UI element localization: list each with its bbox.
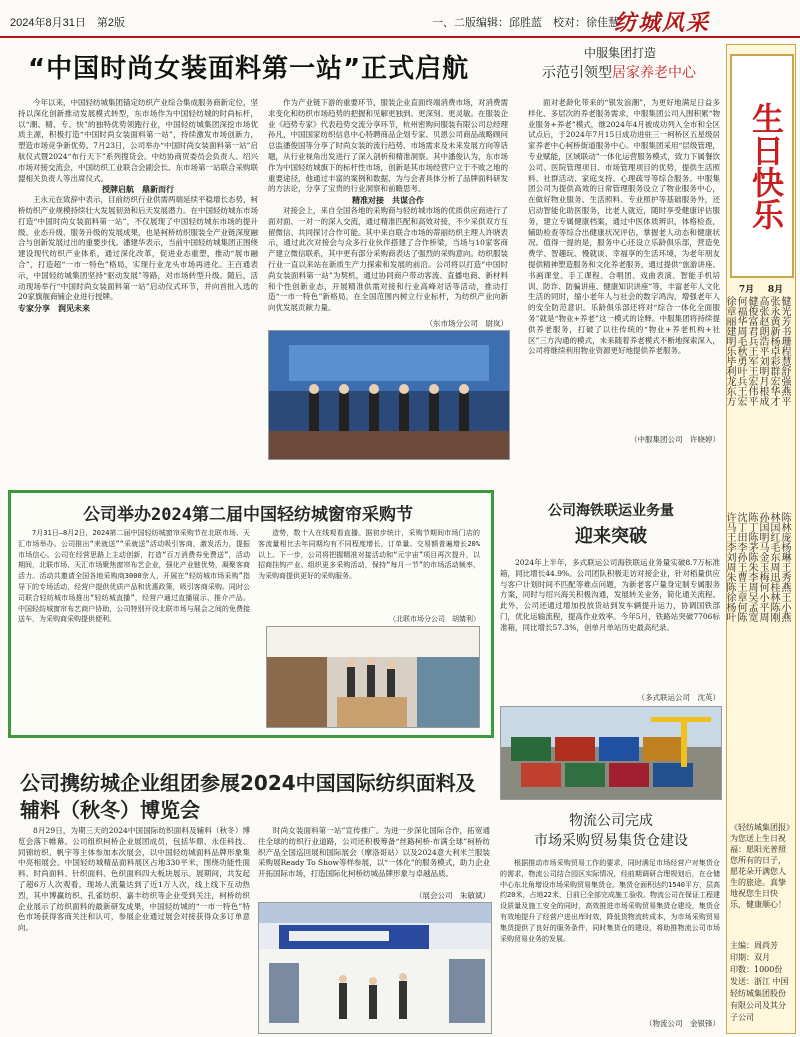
name-column: 沈丁田李孙王曹王章何陈	[735, 512, 746, 622]
article1-col2b-text: 对接会上，来自全国各地的采购商与轻纺城市场的优质供应商进行了面对面、一对一的深入交流，通过精准匹配和高效对接，不少采供双方互留微信、共同探讨合作可能。其中来自联合市场的蒂丽纺织主理人许晓表示，通过此次对接会与众多行业伙伴搭建了合作桥梁，当场与10家客商产建立微信联系，其中更有部分采购商表达了强烈的采购意向。纺织服装行业一直以来站在新质生产力探索和发展的前沿。公司将以打造“中国时尚女装面料第一站”为契机，通过协同商户带动客流、直播电商、新材料和个性创新业态，开展精准供需对接和行业高峰对话等活动，推动打造“一市一特色”新格局，在全国范围内树立行业标杆，为纺织产业向新向优发展贡献力量。	[268, 205, 508, 313]
publication-info: 主编：周尚芳 印期：双月 印数：1000份 发送：浙江 中国轻纺城集团股份有限公司及其分子公司	[730, 941, 789, 1022]
article1-byline: （东市场分公司 尉岚）	[425, 319, 508, 328]
article4-photo	[500, 706, 722, 800]
birthday-names-upper	[724, 296, 790, 506]
editor-credits: 一、二版编辑：邱胜蓝 校对：徐佳慧	[432, 17, 619, 29]
month-july: 7月	[738, 285, 755, 295]
article1-col2	[268, 98, 508, 316]
article2-body: 面对老龄化带来的“银发浪潮”，为更好地满足日益多样化、多层次的养老服务需求，中服集团公司入围积累“物业服务+养老”模式，继2024年4月被成功列入全市和全区试点后，于2024年7月15日成功进驻三一柯桥区五星级居家养老中心柯桥街道服务中心。中服集团采用“层级管理，专业赋能，区域联动”一体化运营服务模式，致力下属餐饮公司、医院管理项目、市场管理项目的优势，提供生活照料、社群活动、家庭支持、心理疏导等综合服务。中服集团公司为提供高效的日常管理服务设立了物业服务中心，在做好物业服务、生活照料、专业照护等基础服务外，还启动智能化助医服务，比老人就近，随时享受健康评估服务，建立专属健康档案，通过中医体质辨识，体格检查，辅助检查等综合出健康状况评估，掌握老人动态和健康状况。值得一提的是，服务中心还设立乐龄俱乐部，营造免费学、智趣玩、慢就谈、幸福享的生活环境，为老年朋友提供精神塑造服务和文化养老服务，通过提供“旅游讲座、书画课堂、手工课程、合唱团、戏曲表演、智能手机培训、防诈、防骗讲座、健康知识讲座”等，丰富老年人文化生活的同时，缩小老年人与社会的数字鸿沟，增强老年人的安全防范意识。乐龄俱乐部还将对“综合一体化全面服务”就是“物业+养老”这一模式的诠释。中服集团将持续提供养老服务，打破了以往传统的“物业+养老机构+社区”三方沟通的模式，未来随着养老模式不断地探索深入，公司将继续利用物业资源更好地提供养老服务。	[528, 98, 720, 356]
article2-title	[524, 62, 714, 82]
article3-col1: 7月31日—8月2日，2024第二届中国轻纺城窗帘采购节在北联市场、天汇市场举办。公司推出“来就送”“采就送”活动吸引客商，激发活力，提振市场信心。公司在经营思路上主动创新，打造“百万消费券免费送”，活动期间，北联市场、天汇市场聚焦窗帘布艺企业，强化产业链优势，凝聚客商活力。活动共邀请全国各地采购商3000余人，开展在“轻纺城市场采购”指导下的专场活动，经营户提供优质产品和优惠政策，吸引客商采购。同时公司联合轻纺城市场推出“轻纺城直播”，经营户通过直播展示、推介产品。中国轻纺城窗帘布艺商户协助，公司特别开设北联市场与展会之间的免费接送车，为采购商采购提供便利。	[18, 529, 250, 624]
name-column: 张永黄新杨卓彩群宏华才	[768, 296, 779, 406]
article3-photo	[266, 626, 480, 728]
article3-title: 公司举办2024第二届中国轻纺城窗帘采购节	[83, 505, 413, 525]
article6-byline: （物流公司 金银锋）	[645, 1019, 720, 1028]
article5-title: 公司携纺城企业组团参展2024中国国际纺织面料及辅料（秋冬）博览会	[20, 771, 476, 822]
article5-byline: （展会公司 朱敏斌）	[415, 891, 490, 900]
name-column: 健俊富君兵王军王宏伟平	[746, 296, 757, 406]
article5-col2: 时尚女装面料第一站”宣传推广。为进一步深化国际合作，拓宽通往全球的纺织行业道路，公司还积极筹备“丝路柯桥·布满全球”柯桥纺织产品全国巡回展和国际展会（摩洛哥站）以及2024意大利米兰服装采购展Ready To Show等样参展，以“一体化”的服务模式，助力企业开拓国际市场，打造国际化柯桥纺城品牌形象与卓越品质。	[258, 826, 490, 879]
name-column: 健光芳书珊程慧舒强燕平	[779, 296, 790, 406]
article3-byline: （北联市场分公司 胡婧利）	[389, 615, 480, 623]
name-column: 高张赵朗浩平刘明月根成	[757, 296, 768, 406]
article6-title: 市场采购贸易集货仓建设	[534, 833, 688, 849]
article4-body: 2024年上半年，多式联运公司海铁联运业务量实破8.7万标准箱，同比增长44.9%。公司团队积极走访对接企业，针对稻量供应与客户计划时间不匹配等难点问题，为新老客户量身定制专属服务方案，同时与绍兴海关积极沟通，发展转关业务，简化通关流程。此外，公司还通过增加投放货站到发车辆提升运力，协调国铁部门，优化运输流程，提高作业效率。今年5月，铁路站突破7706标准箱，同比增长57.3%，创单月单站历史最高纪录。	[500, 558, 720, 632]
article6-body: 根据推动市场采购贸易工作的要求，同时满足市场经营户对集货仓的需求，物流公司结合园区实际情况，经前期调研合理规划后，在仓储中心东北角增设市场采购贸易集货仓。集货仓面积达约1540平方，层高约20米，占地22米，日前已全部完成施工验收。物流公司在保证工程建设质量及施工安全的同时，高效推进市场采购贸易集货仓建设，集货仓有效地提升了经营户进出库时效，降低货物流转成本，为市场采购贸易集货提供了良好的服务条件，同时集货仓的建设，将助推物流公司市场采购贸易业务的发展。	[500, 859, 720, 943]
article1-sub1: 授牌启航 鼎新而行	[102, 184, 174, 195]
article1-col1-text: 今年以来，中国轻纺城集团锚定纺织产业综合集成服务商新定位，坚持以深化创新推动发展模式转型，东市场作为中国轻纺城的时尚标杆，以“潮、精、专、快”的独特优势领跑行业，中国轻纺城集团深挖市场优质主源，积极打造“中国时尚女装面料第一站”，持续激发市场创新力，塑造市场竞争新优势。7月23日，公司举办“中国时尚女装面料第一站”启航仪式暨2024“布行天下”系列搜货会。中纺协商贸委员会负责人、绍兴市场对接交流会，中国纺织工业联合会副会长、东市场第一站联合采购联盟相关负责人等出席仪式。	[18, 98, 258, 183]
issue-date: 2024年8月31日 第2版	[10, 17, 125, 29]
article6-kicker: 物流公司完成	[569, 813, 653, 829]
article2-title-plain: 示范引领型	[542, 65, 612, 81]
birthday-message: 《轻纺城集团报》为您送上生日祝福：愿阳光普照您所有的日子，愿花朵开满您人生的旅途。真挚地祝您生日快乐，健康顺心！	[730, 823, 790, 909]
name-column: 陈林庞杨琳王秀燕王小燕	[779, 512, 790, 622]
article1-col1	[18, 98, 258, 458]
article4-title: 迎来突破	[575, 526, 647, 547]
month-august: 8月	[767, 285, 784, 295]
article3-col2: 造势，数十人在线观看直播。据初步统计，采购节期间市场门店的客流量相比去年同期均有不同程度增长，订单量、交易额普遍增长20%以上。下一步，公司将把握精准对接活动和“元宇宙”项目再次提升，以招商挂钩产业、组织更多采购活动，保持“每月一节”的市场活动频率，为采购商提供更好的采购服务。	[258, 529, 480, 581]
birthday-names-lower	[724, 512, 790, 812]
article2-kicker: 中服集团打造	[583, 46, 656, 60]
article1-photo	[268, 330, 510, 460]
name-column: 陈丁陈茅陈朱李周吴孟宽	[746, 512, 757, 622]
name-column: 孙国明马金玉梅何小平周	[757, 512, 768, 622]
article1-col2-text: 作为产业链下游的重要环节，服装企业直面终端消费市场，对消费需求变化和纺织市场趋势的把握和见解更独到、更深刻、更灵敏。在服装企业《趋势专家》代表趋势交流分享环节，杭州密购问服装有限公司总经理孙凡，中国国家纺织信息中心特聘商品企划专家、贝恩公司商品战略顾问总监潘俊国等分享了时尚女装的流行趋势、市场需求及未来发展方向等话题，从行业视角出发进行了深入剖析和精准洞察。其中潘俊认为，东市场作为中国轻纺城旗下的标杆性市场，创新是其市场经营户立于不败之地的重要途径，他通过丰富的案例和数据，为与会者具体分析了品牌面料研发的方法论，分享了宝贵的行业洞察和前瞻思考。	[268, 98, 508, 194]
article2-byline: （中服集团公司 许晓婷）	[630, 435, 720, 444]
article2-title-red: 居家养老中心	[612, 65, 696, 81]
name-column: 何福华周毛秋勇叶兵王宏	[735, 296, 746, 406]
article1-sub3: 精准对接 共谋合作	[352, 195, 424, 206]
article4-kicker: 公司海铁联运业务量	[548, 503, 674, 519]
article5-col1: 8月29日，为期三天的2024中国国际纺织面料及辅料（秋冬）博览会落下帷幕。公司组织柯桥企业展团成员，包括华鼎、永佳科技、同锦纺织、帆宇等主体参加本次展会，以中国轻纺城面料品牌形象集中亮相展会。中国轻纺城精品面料展区占地330平米，围绕功能性面料、时尚面料、针织面料、色织面料四大板块展示。展期间，共发起了超6万人次观看，现场人流量达到了近1万人次，线上线下互动热烈，其中博赢纺织、孔雀纺织、嘉丰纺织等企业受到关注，柯桥纺织企业展示了纺织面料的最新研发成果，中国轻纺城的“一市一特色”特色市场获得客商关注和认可，参展企业通过展会对接获得众多订单意向。	[18, 826, 250, 933]
birthday-months	[732, 282, 790, 295]
page-header	[0, 0, 800, 38]
name-column: 林国红毛东周迅桂林陈刚	[768, 512, 779, 622]
birthday-title: 生日快乐	[730, 54, 794, 278]
article1-sub2: 专家分享 润见未来	[18, 303, 90, 314]
newspaper-logo: 纺城风采	[614, 10, 711, 36]
article1-title: “中国时尚女装面料第一站”正式启航	[28, 54, 470, 84]
name-column: 许马王李刘周朱陈徐杨叶	[724, 512, 735, 622]
article4-byline: （多式联运公司 沈英）	[637, 693, 720, 702]
article1-col1b-text: 王永元在致辞中表示，目前纺织行业供需两端延续平稳增长态势，柯桥纺织产业规模持续壮大发展韧劲和后天发展潜力。在中国轻纺城东市场打造“中国时尚女装面料第一站”，不仅展现了中国轻纺城东市场的提升级、业态升级、服务升级的发展成果，也是柯桥纺织服装全产业链深度融合与创新发展过出的重要步伐。潘建华表示，当前中国轻纺城集团正围绕建设现代纺织产业体系，通过深化改革，促进业态重塑，推动“展市融合”，打造超“一市一特色”格局，实现行业龙头市场再进化。王百通表示，中国轻纺城集团坚持“驱动发展”等路，对市场转型升级。随后，活动现场举行“中国时尚女装面料第一站”启动仪式环节，并向首批入选的20家旗舰商铺企业进行授牌。	[18, 195, 258, 302]
name-column: 徐章丽建明乐毕利龙东方	[724, 296, 735, 406]
article5-photo	[258, 902, 492, 1034]
